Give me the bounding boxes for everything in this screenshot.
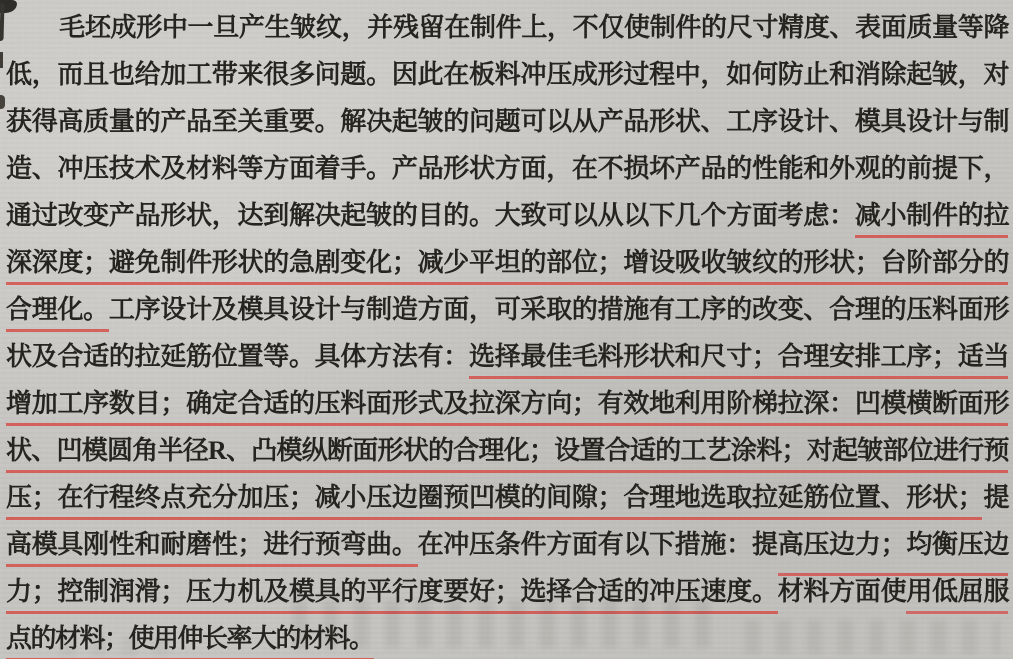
underlined-phrase: 深深度；避免制件形状的急剧变化；减少平坦的部位；增设吸收皱纹的形状；台阶部分的 [6,248,1008,285]
text-line-3 [6,98,1008,145]
text-segment: 状及合适的拉延筋位置等。具体方法有： [6,342,470,371]
text-line-9 [6,380,1008,427]
bleed-through-artifact [60,636,180,656]
text-line-7 [6,286,1008,333]
text-line-2 [6,51,1008,98]
text-segment: 造、冲压技术及材料等方面着手。产品形状方面，在不损坏产品的性能和外观的前提下， [6,154,1008,183]
scan-edge-artifact [0,95,5,109]
underlined-phrase: 点的材料； [6,624,129,659]
text-line-12 [6,521,1008,568]
text-line-1 [6,4,1008,51]
text-line-4 [6,145,1008,192]
underlined-phrase: 合理化。 [6,295,109,332]
underlined-phrase: 力；控制润滑；压力机及模具的平行度要好； [6,577,519,614]
underlined-phrase: 使用伸长率大的材料。 [129,624,374,659]
text-segment: 低，而且也给加工带来很多问题。因此在板料冲压成形过程中，如何防止和消除起皱，对 [6,60,1008,89]
paragraph-text [6,4,1008,659]
underlined-phrase: 增加工序数目；确定合适的压料面形式及拉深方向；有效地利用阶梯拉深：凹模横断面形 [6,389,1008,426]
text-line-6 [6,239,1008,286]
text-segment: 提 [982,483,1008,512]
scan-edge-artifact [0,3,4,41]
text-segment: 工序设计及模具设计与制造方面，可采取的措施有工序的改变、合理的压料面形 [108,295,1008,324]
underlined-phrase: 选择合适的冲压速度。 [519,577,777,614]
bleed-through-artifact [745,620,1000,654]
text-line-5 [6,192,1008,239]
text-line-8 [6,333,1008,380]
text-segment: 通过改变产品形状，达到解决起皱的目的。大致可以从以下几个方面考虑： [6,201,855,230]
text-segment: 获得高质量的产品至关重要。解决起皱的问题可以从产品形状、工序设计、模具设计与制 [6,107,1008,136]
scan-edge-artifact [0,52,3,68]
underlined-phrase: 压；在行程终点充分加压；减小压边圈预凹模的间隙；合理地选取拉延筋位置、形状； [6,483,982,520]
text-line-11 [6,474,1008,521]
marked-phrase: 用低屈服 [906,573,1008,614]
underlined-phrase: 状、凹模圆角半径R、凸模纵断面形状的合理化； [6,436,554,473]
underlined-phrase: 选择最佳毛料形状和尺寸；合理安排工序；适当 [469,342,1008,379]
underlined-phrase: 减小制件的拉 [855,201,1008,238]
underlined-phrase: 高模具刚性和耐磨性；进行预弯曲。 [6,530,418,567]
text-segment: 毛坯成形中一旦产生皱纹，并残留在制件上，不仅使制件的尺寸精度、表面质量等降 [58,13,1008,42]
bleed-through-artifact [292,600,712,648]
text-line-10 [6,427,1008,474]
text-segment: 在冲压条件方面有以下措施：提高压边力；均衡压边 [417,530,1008,559]
overlined-phrase: 材料方面使 [778,573,907,606]
underlined-phrase: 设置合适的工艺涂料；对起皱部位进行预 [554,436,1008,473]
